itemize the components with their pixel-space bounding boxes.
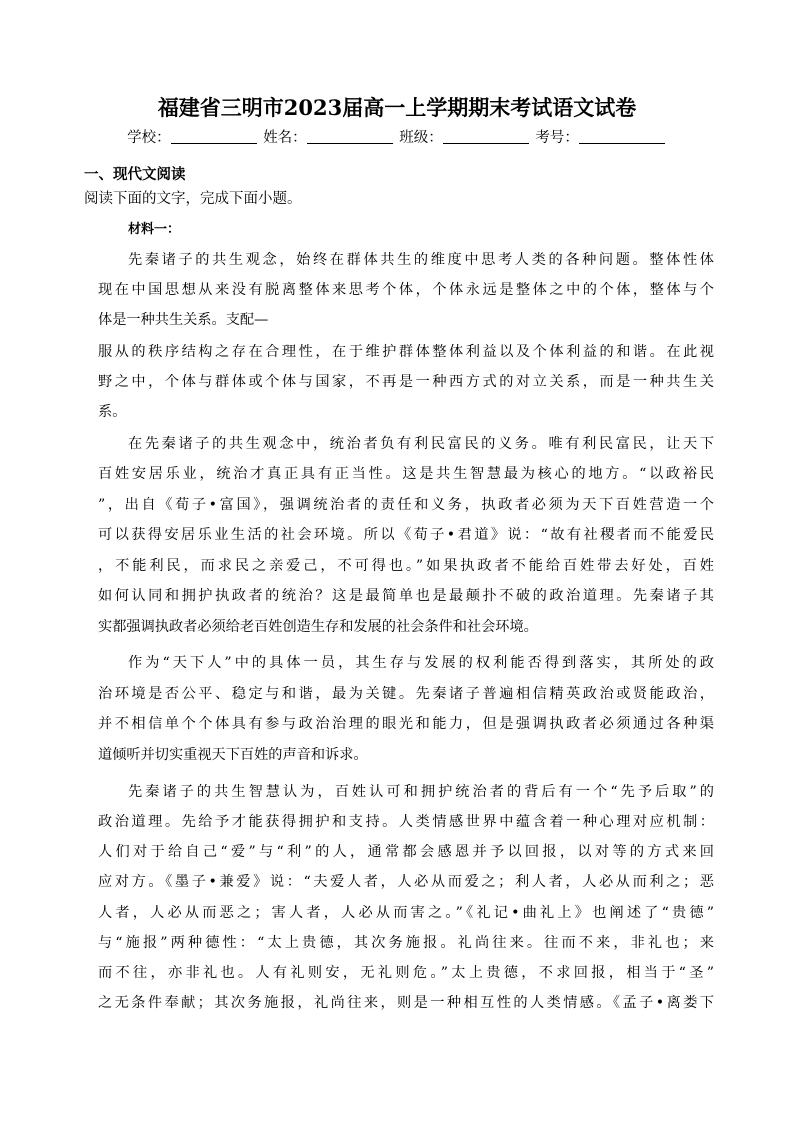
- text-line: 人们对于给自己“爱”与“利”的人，通常都会感恩并予以回报，以对等的方式来回: [98, 844, 714, 860]
- text-line: 系。: [98, 404, 127, 420]
- text-line: ，不能利民，而求民之亲爱己，不可得也。”如果执政者不能给百姓带去好处，百姓: [98, 558, 714, 574]
- text-line: 服从的秩序结构之存在合理性，在于维护群体整体利益以及个体利益的和谐。在此视: [98, 344, 714, 360]
- text-line: 在先秦诸子的共生观念中，统治者负有利民富民的义务。唯有利民富民，让天下: [128, 436, 714, 452]
- text-line: 可以获得安居乐业生活的社会环境。所以《荀子•君道》说：“故有社稷者而不能爱民: [98, 527, 714, 543]
- exam-number-label: 考号：: [535, 130, 579, 146]
- text-line: 应对方。《墨子•兼爱》说：“夫爱人者，人必从而爱之；利人者，人必从而利之；恶: [98, 874, 714, 890]
- text-line: 与“施报”两种德性：“太上贵德，其次务施报。礼尚往来。往而不来，非礼也；来: [98, 935, 714, 951]
- text-line: 政治道理。先给予才能获得拥护和支持。人类情感世界中蕴含着一种心理对应机制：: [98, 814, 714, 830]
- name-label: 姓名：: [263, 130, 307, 146]
- text-line: 野之中，个体与群体或个体与国家，不再是一种西方式的对立关系，而是一种共生关: [98, 374, 714, 390]
- text-line: 道倾听并切实重视天下百姓的声音和诉求。: [98, 747, 368, 763]
- text-line: 而不往，亦非礼也。人有礼则安，无礼则危。”太上贵德，不求回报，相当于“圣”: [98, 965, 714, 981]
- text-line: 体是一种共生关系。支配—: [98, 312, 269, 328]
- class-label: 班级：: [399, 130, 443, 146]
- student-info-line: [0, 126, 794, 147]
- text-line: 先秦诸子的共生智慧认为，百姓认可和拥护统治者的背后有一个“先予后取”的: [128, 784, 714, 800]
- text-line: 作为“天下人”中的具体一员，其生存与发展的权利能否得到落实，其所处的政: [128, 655, 714, 671]
- class-blank[interactable]: [443, 129, 529, 144]
- text-line: 百姓安居乐业，统治才真正具有正当性。这是共生智慧最为核心的地方。“以政裕民: [98, 466, 714, 482]
- school-label: 学校：: [127, 130, 171, 146]
- text-line: 实都强调执政者必须给老百姓创造生存和发展的社会条件和社会环境。: [98, 619, 538, 635]
- text-line: 治环境是否公平、稳定与和谐，最为关键。先秦诸子普遍相信精英政治或贤能政治，: [98, 686, 714, 702]
- text-line: 并不相信单个个体具有参与政治治理的眼光和能力，但是强调执政者必须通过各种渠: [98, 716, 714, 732]
- name-blank[interactable]: [307, 129, 393, 144]
- exam-title: 福建省三明市2023届高一上学期期末考试语文试卷: [157, 95, 637, 120]
- text-line: 如何认同和拥护执政者的统治？这是最简单也是最颠扑不破的政治道理。先秦诸子其: [98, 588, 714, 604]
- text-line: 先秦诸子的共生观念，始终在群体共生的维度中思考人类的各种问题。整体性体: [128, 252, 714, 268]
- section-heading: 一、现代文阅读: [84, 167, 186, 183]
- text-line: ”，出自《荀子•富国》，强调统治者的责任和义务，执政者必须为天下百姓营造一个: [98, 497, 714, 513]
- school-blank[interactable]: [171, 129, 257, 144]
- material-label: 材料一：: [128, 222, 181, 237]
- text-line: 人者，人必从而恶之；害人者，人必从而害之。”《礼记•曲礼上》也阐述了“贵德”: [98, 905, 714, 921]
- exam-number-blank[interactable]: [579, 129, 665, 144]
- text-line: 现在中国思想从来没有脱离整体来思考个体，个体永远是整体之中的个体，整体与个: [98, 282, 714, 298]
- text-line: 之无条件奉献；其次务施报，礼尚往来，则是一种相互性的人类情感。《孟子•离娄下: [98, 995, 714, 1011]
- reading-instruction: 阅读下面的文字，完成下面小题。: [84, 191, 302, 207]
